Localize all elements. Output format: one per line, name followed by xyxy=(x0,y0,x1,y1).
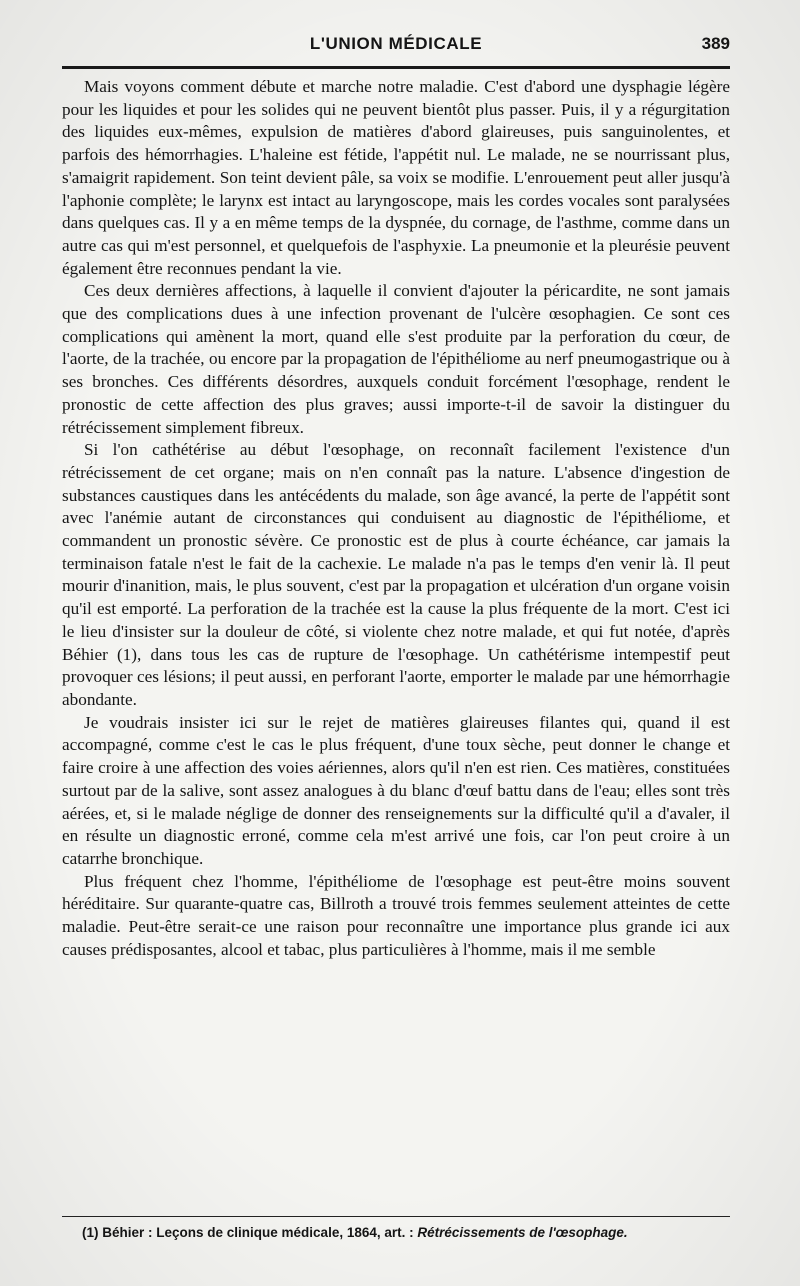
running-title: L'UNION MÉDICALE xyxy=(309,34,483,53)
paragraph-4: Je voudrais insister ici sur le rejet de matières glaireuses filantes qui, quand il est accompagné, comme c'est le cas le plus fréquent, d'une toux sèche, peut donner le change et faire croire à une affection des voies aériennes, alors qu'il n'en est rien. Ces matières, constituées surtout par de la salive, sont assez analogues à du blanc d'œuf battu dans de l'eau; elles sont très aérées, et, si le malade néglige de donner des renseignements sur la difficulté qu'il a d'avaler, il en résulte un diagnostic erroné, comme cela m'est arrivé une fois, car l'on peut croire à un catarrhe bronchique. xyxy=(62,712,730,868)
paragraph-1: Mais voyons comment débute et marche notre maladie. C'est d'abord une dysphagie légère pour les liquides et pour les solides qui ne peuvent bientôt plus passer. Puis, il y a régurgitation des liquides eux-mêmes, expulsion de matières d'abord glaireuses, puis sanguinolentes, et parfois des hémorrhagies. L'haleine est fétide, l'appétit nul. Le malade, ne se nourrissant plus, s'amaigrit rapidement. Son teint devient pâle, sa voix se modifie. L'enrouement peut aller jusqu'à l'aphonie complète; le larynx est intact au laryngoscope, mais les cordes vocales sont paralysées dans quelques cas. Il y a en même temps de la dyspnée, du cornage, de l'asthme, comme dans un autre cas qui m'est personnel, et quelquefois de l'asphyxie. La pneumonie et la pleurésie peuvent également être reconnues pendant la vie. xyxy=(62,77,730,278)
page-header xyxy=(62,32,730,62)
footnote-rule xyxy=(62,1216,730,1217)
header-rule xyxy=(62,66,730,69)
footnote xyxy=(82,1224,732,1242)
paragraph-5: Plus fréquent chez l'homme, l'épithéliome de l'œsophage est peut-être moins souvent héréditaire. Sur quarante-quatre cas, Billroth a trouvé trois femmes seulement atteintes de cette maladie. Peut-être serait-ce une raison pour reconnaître une importance plus grande ici aux causes prédisposantes, alcool et tabac, plus particulières à l'homme, mais il me semble xyxy=(62,871,730,959)
body-text xyxy=(62,76,730,961)
footnote-title: Rétrécissements de l'œsophage. xyxy=(417,1225,628,1240)
page-number: 389 xyxy=(701,34,730,53)
paragraph-2: Ces deux dernières affections, à laquelle il convient d'ajouter la péricardite, ne sont jamais que des complications dues à une infection provenant de l'ulcère œsophagien. Ce sont ces complications qui amènent la mort, quand elle s'est produite par la perforation du cœur, de l'aorte, de la trachée, ou encore par la propagation de l'épithéliome au nerf pneumogastrique ou à ses bronches. Ces différents désordres, auxquels conduit forcément l'œsophage, rendent le pronostic de cette affection des plus graves; aussi importe-t-il de savoir la distinguer du rétrécissement simplement fibreux. xyxy=(62,281,730,437)
footnote-text: (1) Béhier : Leçons de clinique médicale, 1864, art. : xyxy=(82,1225,414,1240)
paragraph-3: Si l'on cathétérise au début l'œsophage, on reconnaît facilement l'existence d'un rétrécissement de cet organe; mais on n'en connaît pas la nature. L'absence d'ingestion de substances caustiques dans les antécédents du malade, son âge avancé, la perte de l'appétit sont avec l'anémie autant de circonstances qui conduisent au diagnostic de l'épithéliome, et commandent un pronostic sévère. Ce pronostic est de plus à courte échéance, car jamais la terminaison fatale n'est le fait de la cachexie. Le malade n'a pas le temps d'en venir là. Il peut mourir d'inanition, mais, le plus souvent, c'est par la propagation et ulcération d'un organe voisin qu'il est emporté. La perforation de la trachée est la cause la plus fréquente de la mort. C'est ici le lieu d'insister sur la douleur de côté, si violente chez notre malade, et qui fut notée, d'après Béhier (1), dans tous les cas de rupture de l'œsophage. Un cathétérisme intempestif peut provoquer ces lésions; il peut aussi, en perforant l'aorte, emporter le malade par une hémorrhagie abondante. xyxy=(62,440,730,709)
